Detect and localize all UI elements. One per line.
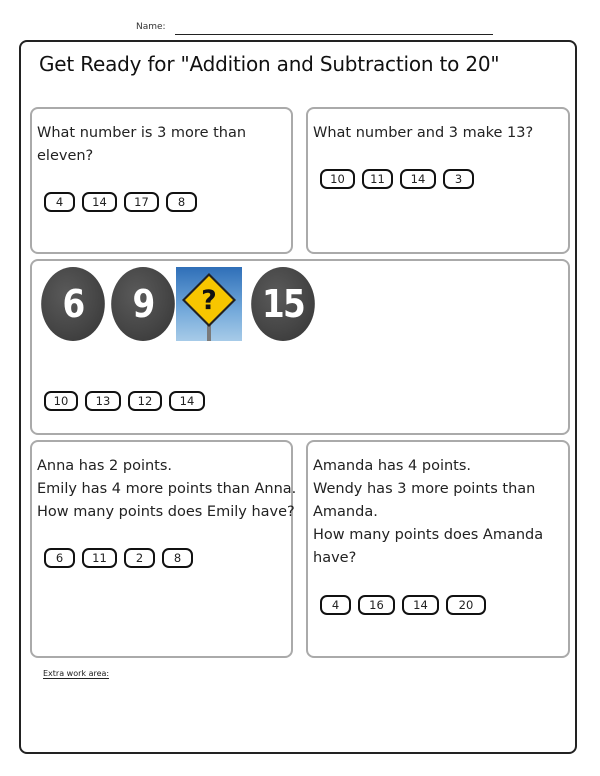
question-line: Anna has 2 points. [37,458,173,474]
answer-choices-2 [320,169,474,189]
answer-choice[interactable]: 14 [402,595,439,615]
question-box-3 [30,259,570,435]
answer-choice[interactable]: 20 [446,595,486,615]
question-text-2 [313,122,564,145]
answer-choice[interactable]: 13 [85,391,121,411]
answer-choices-4 [44,548,193,568]
question-box-1 [30,107,293,254]
answer-choices-3 [44,391,205,411]
question-line: What number and 3 make 13? [313,125,534,141]
answer-choice[interactable]: 4 [44,192,75,212]
question-line: Emily has 4 more points than Anna. [37,481,297,497]
answer-choice[interactable]: 14 [169,391,205,411]
question-box-5 [306,440,570,658]
name-input-line[interactable] [175,34,493,35]
question-road-sign-icon [176,267,242,341]
question-line: Wendy has 3 more points than [313,481,536,497]
answer-choices-1 [44,192,197,212]
question-box-2 [306,107,570,254]
question-line: Amanda. [313,504,378,520]
question-text-4 [37,455,297,524]
answer-choice[interactable]: 17 [124,192,159,212]
answer-choice[interactable]: 16 [358,595,395,615]
question-text-5 [313,455,564,570]
sequence-number: 15 [251,267,315,341]
question-line: eleven? [37,148,94,164]
answer-choice[interactable]: 14 [400,169,436,189]
answer-choice[interactable]: 14 [82,192,117,212]
answer-choice[interactable]: 2 [124,548,155,568]
answer-choices-5 [320,595,486,615]
question-line: have? [313,550,357,566]
answer-choice[interactable]: 6 [44,548,75,568]
answer-choice[interactable]: 10 [320,169,355,189]
sequence-number: 9 [111,267,175,341]
question-line: What number is 3 more than [37,125,247,141]
answer-choice[interactable]: 10 [44,391,78,411]
question-line: Amanda has 4 points. [313,458,472,474]
answer-choice[interactable]: 8 [166,192,197,212]
question-text-1 [37,122,287,168]
answer-choice[interactable]: 12 [128,391,162,411]
question-line: How many points does Amanda [313,527,544,543]
answer-choice[interactable]: 8 [162,548,193,568]
sequence-number: 6 [41,267,105,341]
name-label: Name: [136,22,166,32]
answer-choice[interactable]: 3 [443,169,474,189]
page-title: Get Ready for "Addition and Subtraction to 20" [39,52,500,76]
answer-choice[interactable]: 4 [320,595,351,615]
question-line: How many points does Emily have? [37,504,295,520]
number-sequence [36,267,316,341]
answer-choice[interactable]: 11 [362,169,393,189]
question-box-4 [30,440,297,658]
extra-work-area-label: Extra work area: [43,669,110,678]
sequence-unknown: ? [201,285,217,316]
answer-choice[interactable]: 11 [82,548,117,568]
